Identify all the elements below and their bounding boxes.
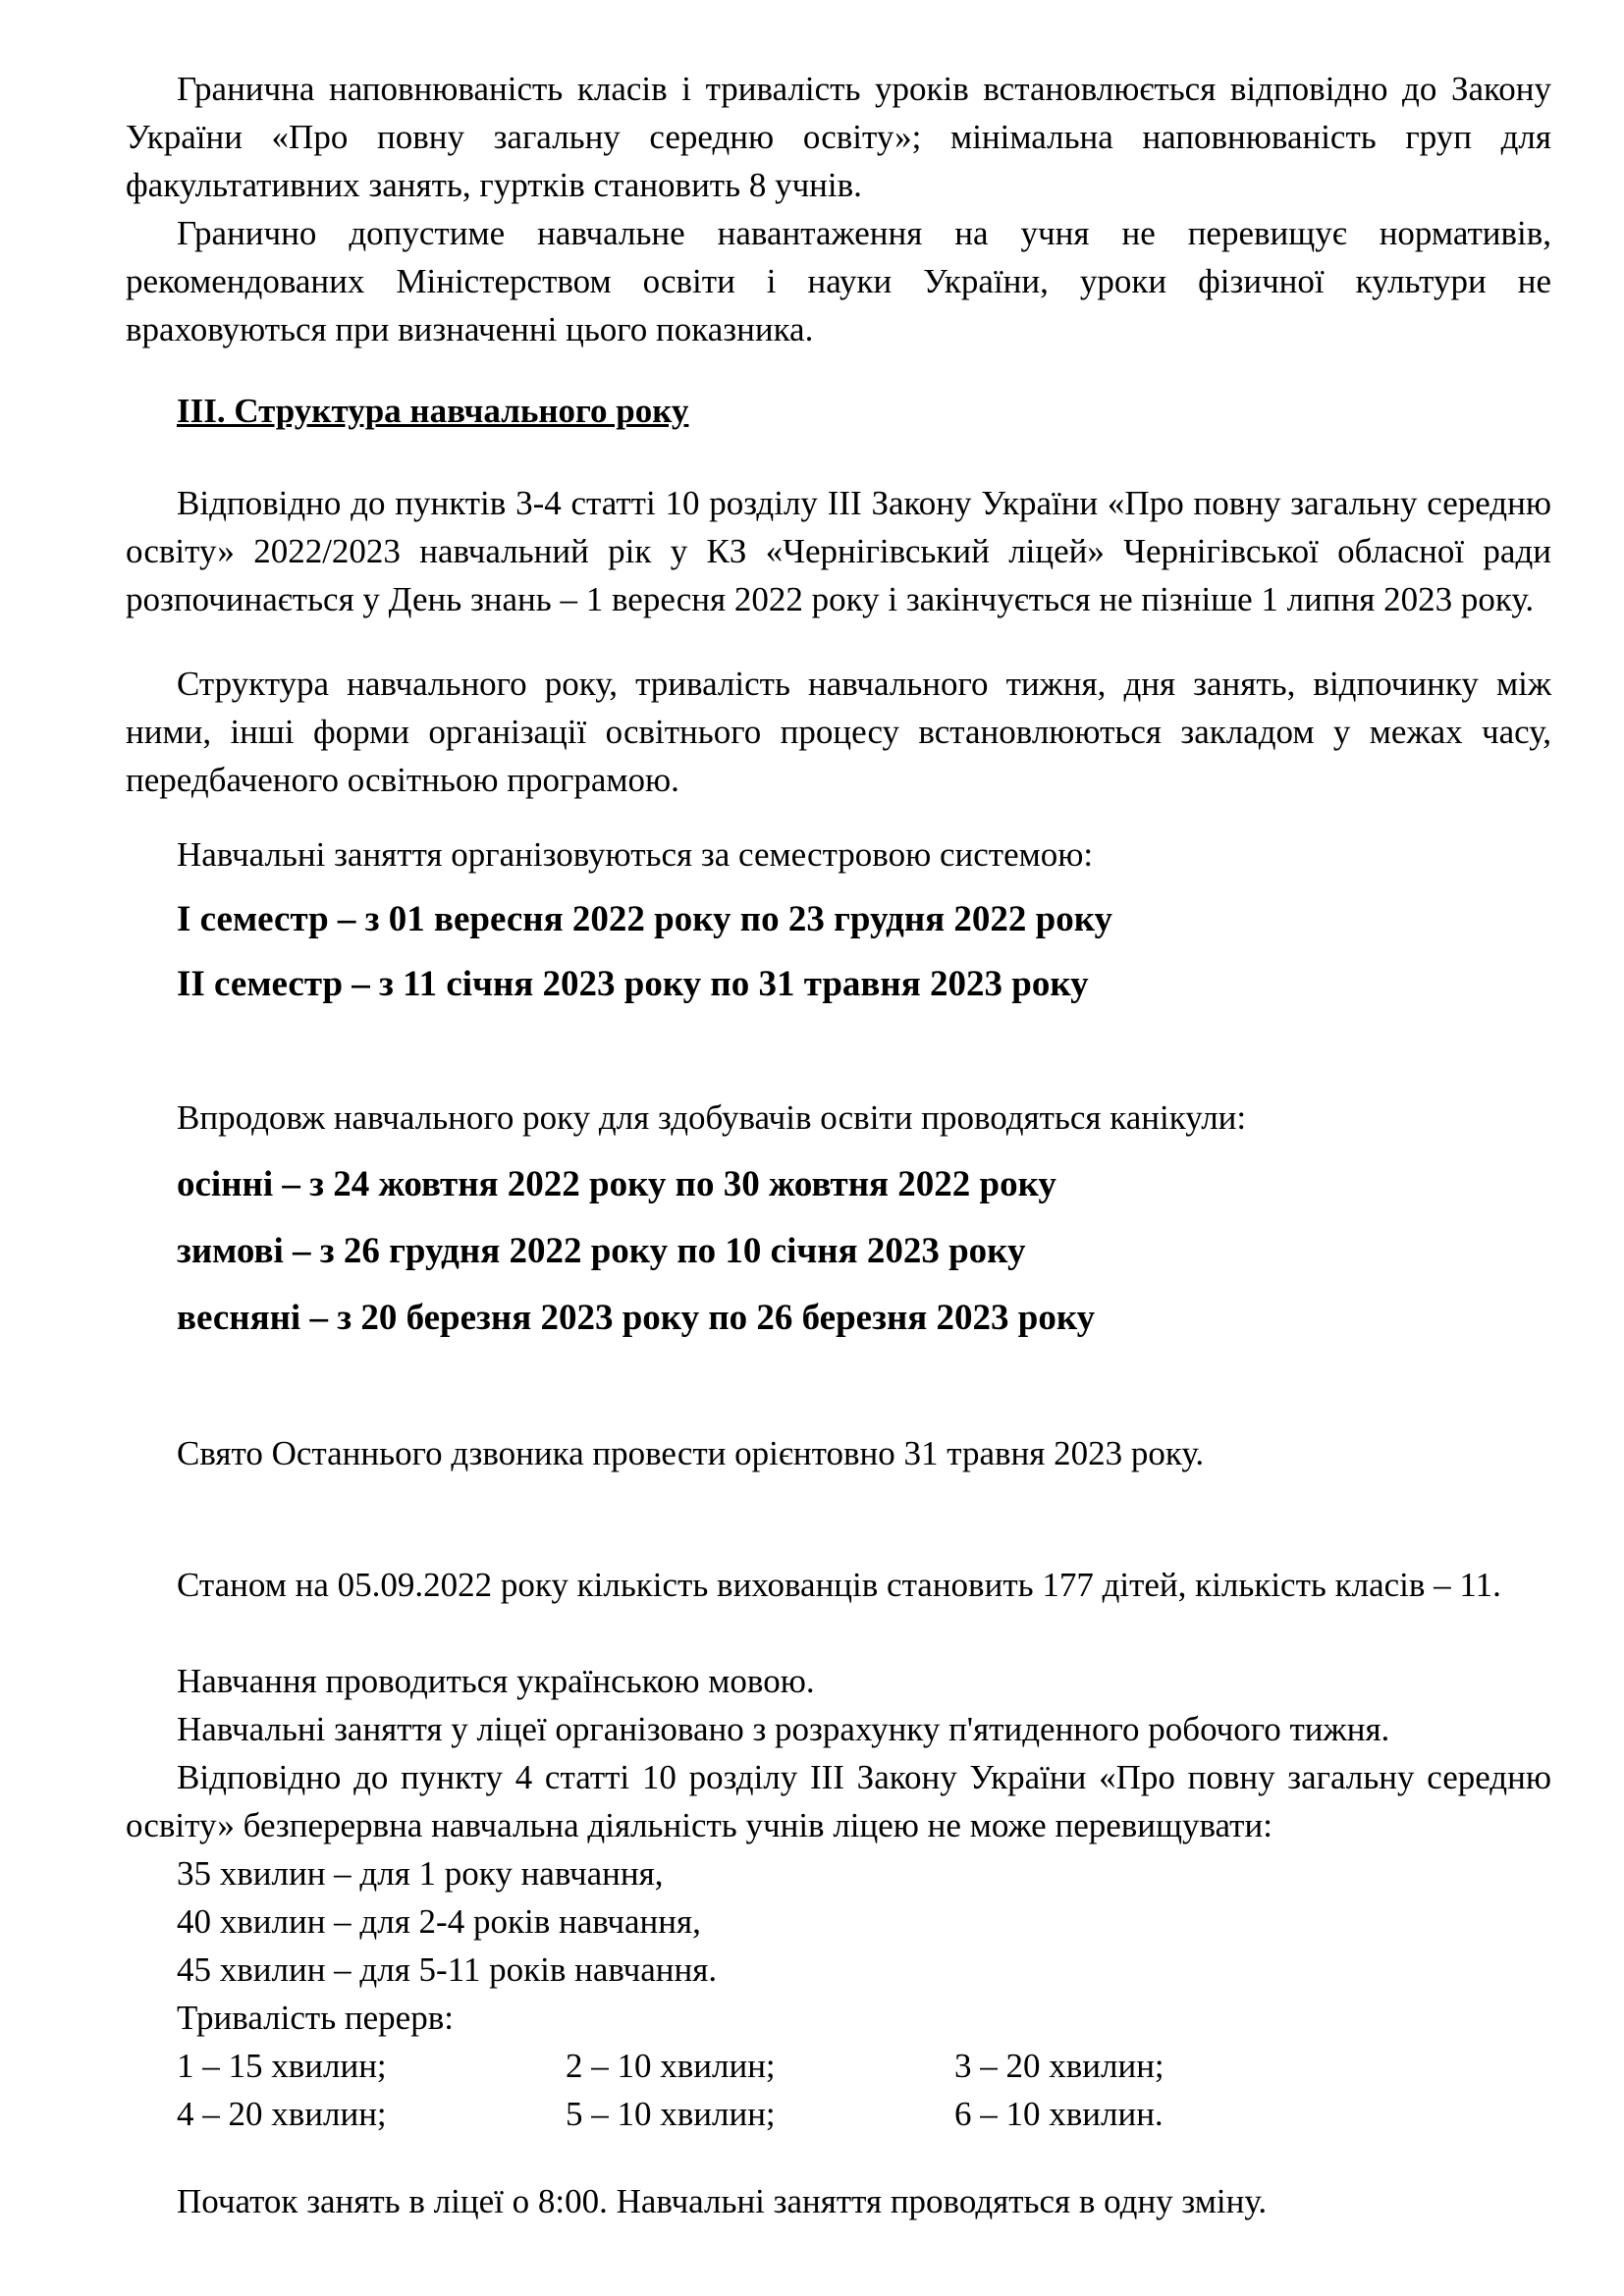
section-heading: ІІІ. Структура навчального року <box>177 392 689 430</box>
break-item: 2 – 10 хвилин; <box>566 2047 776 2085</box>
duration-item: 45 хвилин – для 5-11 років навчання. <box>177 1950 718 1989</box>
semester-1: І семестр – з 01 вересня 2022 року по 23 грудня 2022 року <box>177 899 1113 939</box>
duration-item: 40 хвилин – для 2-4 років навчання, <box>177 1902 701 1941</box>
paragraph-students: Станом на 05.09.2022 року кількість вихованців становить 177 дітей, кількість класів – 11. <box>177 1566 1501 1604</box>
break-item: 6 – 10 хвилин. <box>954 2095 1164 2133</box>
semester-intro: Навчальні заняття організовуються за семестровою системою: <box>177 835 1094 874</box>
breaks-title: Тривалість перерв: <box>177 1999 454 2037</box>
holiday-winter: зимові – з 26 грудня 2022 року по 10 січня 2023 року <box>177 1231 1026 1271</box>
week-note: Навчальні заняття у ліцеї організовано з розрахунку п'ятиденного робочого тижня. <box>177 1710 1390 1748</box>
paragraph-lesson-duration: Відповідно до пункту 4 статті 10 розділу ІІІ Закону України «Про повну загальну середню освіту» безперервна навчальна діяльність учнів ліцею не може перевищувати: <box>126 1758 1551 1844</box>
paragraph-class-size: Гранична наповнюваність класів і тривалість уроків встановлюється відповідно до Закону України «Про повну загальну середню освіту»; мінімальна наповнюваність груп для факультативних занять, гуртків становить 8 учнів. <box>126 70 1551 204</box>
break-item: 5 – 10 хвилин; <box>566 2095 776 2133</box>
start-time-note: Початок занять в ліцеї о 8:00. Навчальні заняття проводяться в одну зміну. <box>177 2182 1268 2220</box>
holiday-autumn: осінні – з 24 жовтня 2022 року по 30 жовтня 2022 року <box>177 1164 1056 1204</box>
break-item: 4 – 20 хвилин; <box>177 2095 387 2133</box>
holidays-intro: Впродовж навчального року для здобувачів освіти проводяться канікули: <box>177 1098 1247 1137</box>
semester-2: ІІ семестр – з 11 січня 2023 року по 31 травня 2023 року <box>177 964 1089 1004</box>
paragraph-structure: Структура навчального року, тривалість навчального тижня, дня занять, відпочинку між ними, інші форми організації освітнього процесу встановлюються закладом у межах часу, передбаченого освітньою програмою. <box>126 665 1551 799</box>
break-item: 3 – 20 хвилин; <box>954 2047 1164 2085</box>
language-note: Навчання проводиться українською мовою. <box>177 1662 815 1700</box>
holiday-spring: весняні – з 20 березня 2023 року по 26 березня 2023 року <box>177 1298 1096 1338</box>
break-item: 1 – 15 хвилин; <box>177 2047 387 2085</box>
paragraph-school-year: Відповідно до пунктів 3-4 статті 10 розділу ІІІ Закону України «Про повну загальну середню освіту» 2022/2023 навчальний рік у КЗ «Чернігівський ліцей» Чернігівської обласної ради розпочинається у День знань – 1 вересня 2022 року і закінчується не пізніше 1 липня 2023 року. <box>126 484 1551 618</box>
duration-item: 35 хвилин – для 1 року навчання, <box>177 1854 664 1893</box>
last-bell-note: Свято Останнього дзвоника провести орієнтовно 31 травня 2023 року. <box>177 1434 1205 1472</box>
paragraph-workload: Гранично допустиме навчальне навантаження на учня не перевищує нормативів, рекомендованих Міністерством освіти і науки України, уроки фізичної культури не враховуються при визначенні цього показника. <box>126 214 1551 348</box>
